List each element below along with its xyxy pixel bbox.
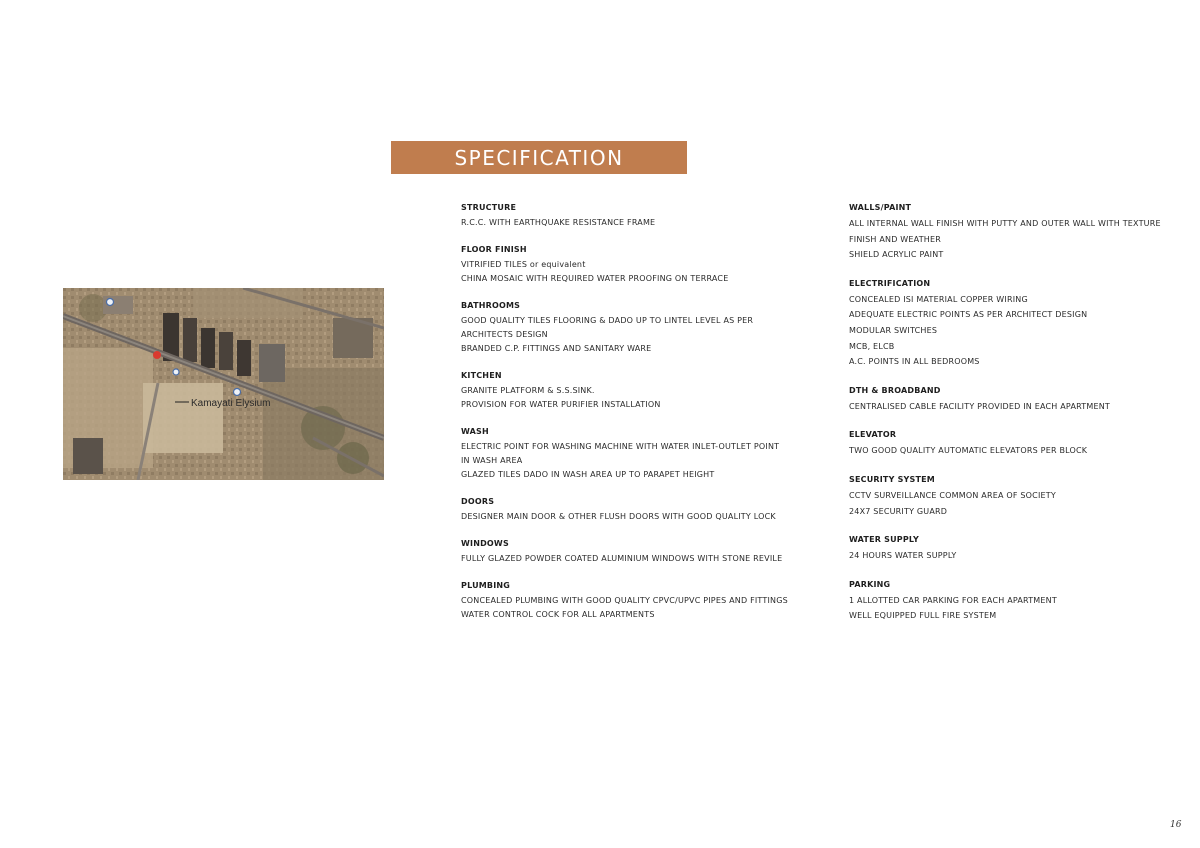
specification-left-column <box>461 202 811 636</box>
spec-line: BRANDED C.P. FITTINGS AND SANITARY WARE <box>461 344 652 353</box>
spec-line: CCTV SURVEILLANCE COMMON AREA OF SOCIETY <box>849 490 1056 500</box>
spec-line: R.C.C. WITH EARTHQUAKE RESISTANCE FRAME <box>461 218 656 227</box>
spec-section <box>461 244 811 286</box>
spec-line: WATER CONTROL COCK FOR ALL APARTMENTS <box>461 610 655 619</box>
spec-section <box>849 429 1179 459</box>
spec-line: PROVISION FOR WATER PURIFIER INSTALLATION <box>461 400 661 409</box>
spec-section <box>849 278 1179 370</box>
spec-heading: ELEVATOR <box>849 430 897 440</box>
map-location-label: Kamayati Elysium <box>191 398 271 409</box>
spec-line: A.C. POINTS IN ALL BEDROOMS <box>849 357 980 367</box>
spec-section <box>461 202 811 230</box>
spec-line: FULLY GLAZED POWDER COATED ALUMINIUM WINDOWS WITH STONE REVILE <box>461 554 783 563</box>
spec-line: 1 ALLOTTED CAR PARKING FOR EACH APARTMENT <box>849 595 1057 605</box>
spec-line: VITRIFIED TILES or equivalent <box>461 260 586 269</box>
spec-line: WELL EQUIPPED FULL FIRE SYSTEM <box>849 611 997 621</box>
spec-heading: WATER SUPPLY <box>849 535 919 545</box>
spec-heading: FLOOR FINISH <box>461 245 527 254</box>
spec-line: ARCHITECTS DESIGN <box>461 330 548 339</box>
spec-line: TWO GOOD QUALITY AUTOMATIC ELEVATORS PER BLOCK <box>849 446 1088 456</box>
spec-line: CENTRALISED CABLE FACILITY PROVIDED IN EACH APARTMENT <box>849 401 1111 411</box>
spec-heading: BATHROOMS <box>461 301 521 310</box>
spec-line: GLAZED TILES DADO IN WASH AREA UP TO PARAPET HEIGHT <box>461 470 715 479</box>
spec-line: SHIELD ACRYLIC PAINT <box>849 250 944 260</box>
spec-line: CHINA MOSAIC WITH REQUIRED WATER PROOFING ON TERRACE <box>461 274 729 283</box>
page-title: SPECIFICATION <box>454 145 624 170</box>
spec-section <box>461 496 811 524</box>
spec-line: MCB, ELCB <box>849 341 895 351</box>
spec-line: ADEQUATE ELECTRIC POINTS AS PER ARCHITECT DESIGN <box>849 310 1088 320</box>
spec-line: DESIGNER MAIN DOOR & OTHER FLUSH DOORS WITH GOOD QUALITY LOCK <box>461 512 776 521</box>
spec-heading: WINDOWS <box>461 539 509 548</box>
spec-section <box>461 370 811 412</box>
spec-line: MODULAR SWITCHES <box>849 325 938 335</box>
spec-section <box>461 300 811 356</box>
spec-section <box>461 538 811 566</box>
spec-heading: PARKING <box>849 579 891 589</box>
satellite-map-image <box>63 288 384 480</box>
spec-section <box>849 385 1179 415</box>
location-map <box>63 288 384 480</box>
spec-heading: DOORS <box>461 497 495 506</box>
spec-heading: SECURITY SYSTEM <box>849 474 935 484</box>
spec-line: 24X7 SECURITY GUARD <box>849 506 948 516</box>
spec-line: GRANITE PLATFORM & S.S.SINK. <box>461 386 595 395</box>
spec-line: CONCEALED ISI MATERIAL COPPER WIRING <box>849 294 1028 304</box>
spec-section <box>461 426 811 482</box>
spec-line: 24 HOURS WATER SUPPLY <box>849 551 957 561</box>
spec-heading: PLUMBING <box>461 581 511 590</box>
page-number: 16 <box>1170 820 1182 830</box>
spec-line: GOOD QUALITY TILES FLOORING & DADO UP TO LINTEL LEVEL AS PER <box>461 316 754 325</box>
spec-heading: ELECTRIFICATION <box>849 278 931 288</box>
spec-line: ALL INTERNAL WALL FINISH WITH PUTTY AND OUTER WALL WITH TEXTURE <box>849 219 1161 228</box>
spec-section <box>849 202 1179 263</box>
spec-section <box>849 534 1179 564</box>
title-banner <box>391 141 687 174</box>
spec-line: FINISH AND WEATHER <box>849 234 942 244</box>
spec-heading: DTH & BROADBAND <box>849 385 941 395</box>
spec-heading: STRUCTURE <box>461 203 517 212</box>
spec-heading: WALLS/PAINT <box>849 203 912 212</box>
spec-heading: KITCHEN <box>461 371 502 380</box>
spec-section <box>849 474 1179 519</box>
spec-line: ELECTRIC POINT FOR WASHING MACHINE WITH WATER INLET-OUTLET POINT <box>461 442 780 451</box>
specification-right-column <box>849 202 1179 639</box>
spec-section <box>849 579 1179 624</box>
location-pin-icon <box>153 351 161 359</box>
spec-section <box>461 580 811 622</box>
spec-heading: WASH <box>461 427 489 436</box>
spec-line: CONCEALED PLUMBING WITH GOOD QUALITY CPVC/UPVC PIPES AND FITTINGS <box>461 596 788 605</box>
spec-line: IN WASH AREA <box>461 456 523 465</box>
